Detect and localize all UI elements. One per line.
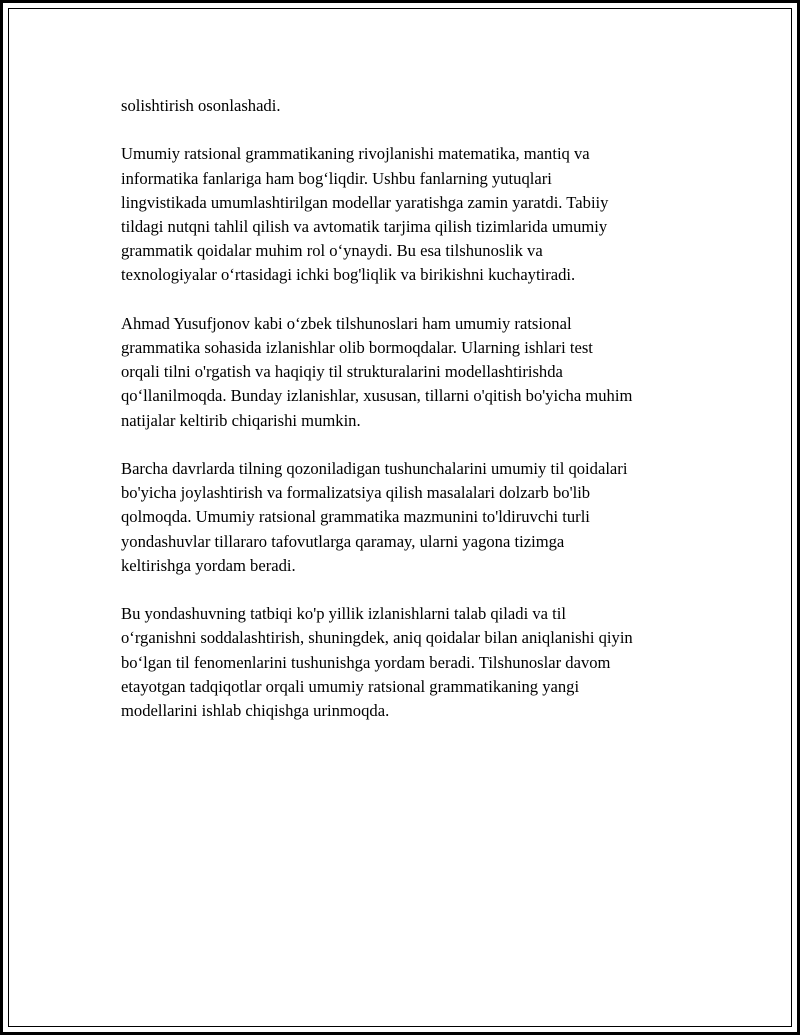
paragraph-5: Bu yondashuvning tatbiqi ko'p yillik izlanishlarni talab qiladi va til o‘rganishni soddalashtirish, shuningdek, aniq qoidalar bilan aniqlanishi qiyin bo‘lgan til fenomenlarini tushunishga yordam beradi. Tilshunoslar davom etayotgan tadqiqotlar orqali umumiy ratsional grammatikaning yangi modellarini ishlab chiqishga urinmoqda. xyxy=(121,604,633,721)
paragraph-3: Ahmad Yusufjonov kabi o‘zbek tilshunoslari ham umumiy ratsional grammatika sohasida izlanishlar olib bormoqdalar. Ularning ishlari test orqali tilni o'rgatish va haqiqiy til strukturalarini modellashtirishda qo‘llanilmoqda. Bunday izlanishlar, xususan, tillarni o'qitish bo'yicha muhim natijalar keltirib chiqarishi mumkin. xyxy=(121,313,633,430)
document-body xyxy=(121,94,701,747)
paragraph-1: solishtirish osonlashadi. xyxy=(121,96,281,115)
paragraph-2: Umumiy ratsional grammatikaning rivojlanishi matematika, mantiq va informatika fanlariga ham bog‘liqdir. Ushbu fanlarning yutuqlari lingvistikada umumlashtirilgan modellar yaratishga zamin yaratdi. Tabiiy tildagi nutqni tahlil qilish va avtomatik tarjima qilish tizimlarida umumiy grammatik qoidalar muhim rol o‘ynaydi. Bu esa tilshunoslik va texnologiyalar o‘rtasidagi ichki bog'liqlik va birikishni kuchaytiradi. xyxy=(121,144,609,285)
paragraph-4: Barcha davrlarda tilning qozoniladigan tushunchalarini umumiy til qoidalari bo'yicha joylashtirish va formalizatsiya qilish masalalari dolzarb bo'lib qolmoqda. Umumiy ratsional grammatika mazmunini to'ldiruvchi turli yondashuvlar tillararo tafovutlarga qaramay, ularni yagona tizimga keltirishga yordam beradi. xyxy=(121,459,628,575)
